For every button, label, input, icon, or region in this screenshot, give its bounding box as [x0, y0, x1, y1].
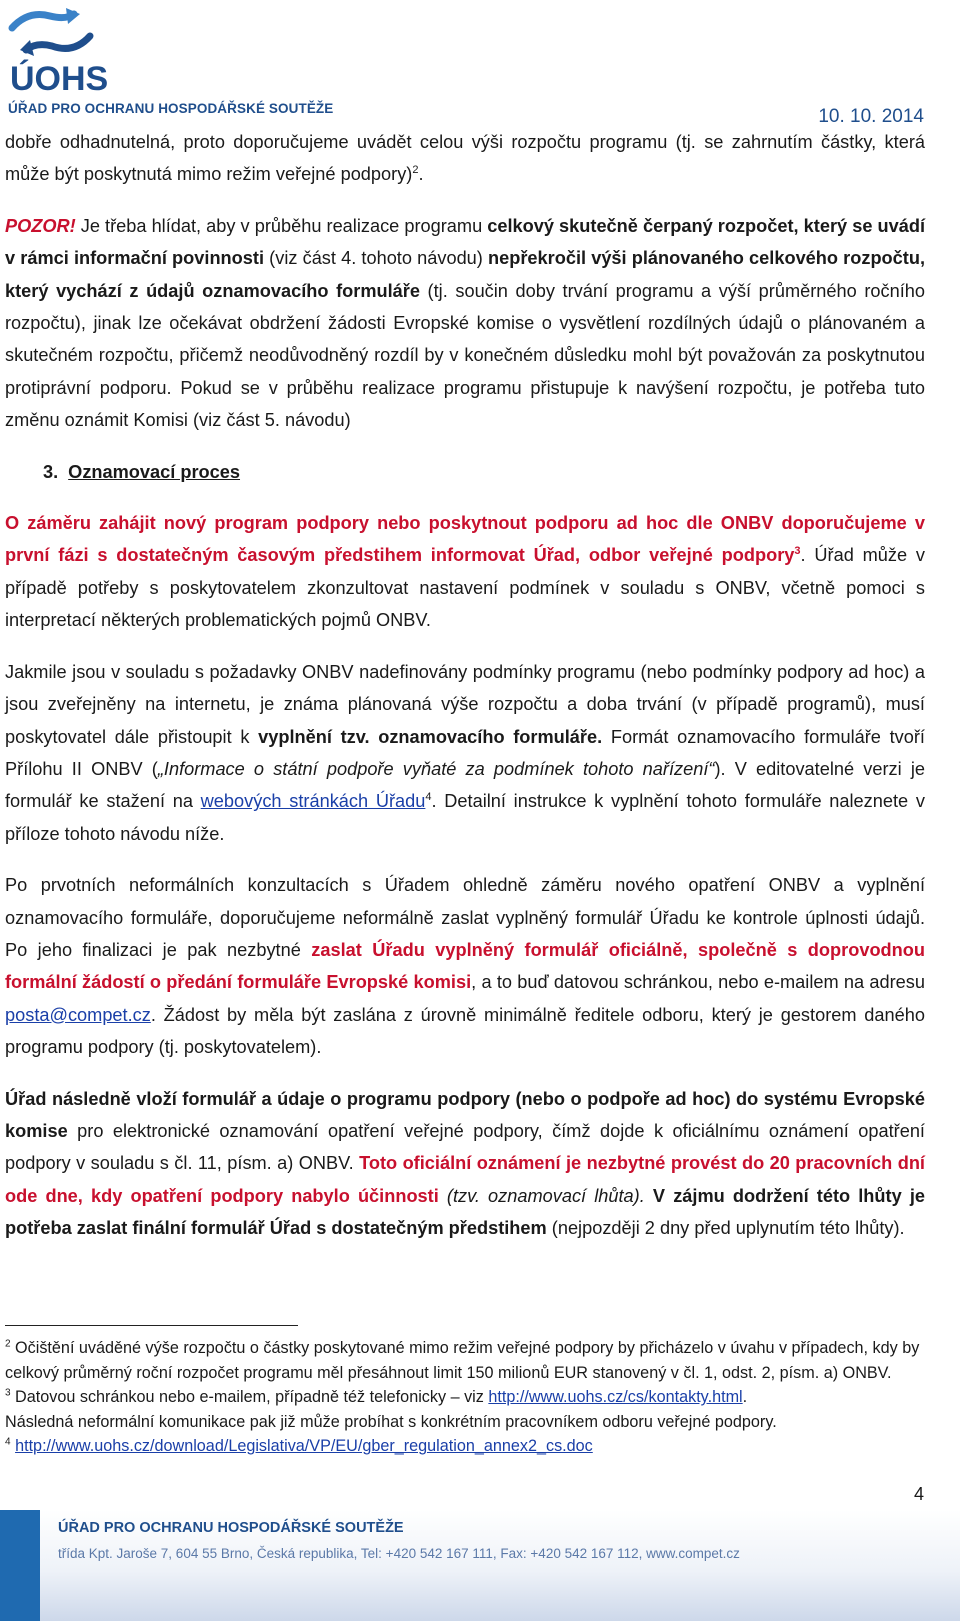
footnote-2: [5, 1336, 920, 1385]
footnote-4: [5, 1434, 920, 1459]
text: Formát oznamovacího formuláře tvoří Přílohu II ONBV (: [5, 726, 925, 779]
text: . Žádost by měla být zaslána z úrovně minimálně ředitele odboru, který je gestorem daného programu podpory (tj. poskytovatelem).: [5, 1004, 925, 1058]
footnote-ref-2[interactable]: 2: [412, 164, 419, 177]
email-link[interactable]: posta@compet.cz: [5, 1004, 151, 1025]
footnote-number: 4: [5, 1436, 11, 1448]
contacts-link[interactable]: http://www.uohs.cz/cs/kontakty.html: [488, 1388, 743, 1407]
text-bold: vyplnění tzv. oznamovacího formuláře.: [258, 726, 603, 747]
footer-address: třída Kpt. Jaroše 7, 604 55 Brno, Česká republika, Tel: +420 542 167 111, Fax: +420 542 167 112, www.compet.cz: [58, 1546, 740, 1561]
text-red-bold: Toto oficiální oznámení je nezbytné provést do 20 pracovních dní ode dne, kdy opatření podpory nabylo účinnosti: [5, 1153, 925, 1206]
paragraph-notification: [5, 1083, 925, 1245]
text-bold: V zájmu dodržení této lhůty je potřeba zaslat finální formulář Úřad s dostatečným předstihem: [5, 1185, 925, 1239]
footer-org-name: ÚŘAD PRO OCHRANU HOSPODÁŘSKÉ SOUTĚŽE: [58, 1520, 404, 1536]
text: Jakmile jsou v souladu s požadavky ONBV nadefinovány podmínky programu (nebo podmínky podpory ad hoc) a jsou zveřejněny na internetu, je známa plánovaná výše rozpočtu a doba trvání (v případě programů), musí poskytovatel dále přistoupit k: [5, 661, 925, 747]
footnote-ref-3[interactable]: 3: [794, 545, 801, 558]
footnote-text: Očištění uváděné výše rozpočtu o částky poskytované mimo režim veřejné podpory by přicházelo v úvahu v případech, kdy by celkový průměrný roční rozpočet programu měl přesáhnout limit 150 milionů EUR stanovený v čl. 1, odst. 2, písm. a) ONBV.: [5, 1339, 920, 1382]
annex-download-link[interactable]: http://www.uohs.cz/download/Legislativa/VP/EU/gber_regulation_annex2_cs.doc: [15, 1437, 593, 1456]
text: . Úřad může v případě potřeby s poskytovatelem zkonzultovat nastavení podmínek v souladu s ONBV, včetně pomoci s interpretací některých problematických pojmů ONBV.: [5, 545, 925, 631]
text: , a to buď datovou schránkou, nebo e-mailem na adresu: [471, 972, 925, 993]
text: (nejpozději 2 dny před uplynutím této lhůty).: [546, 1218, 905, 1239]
text: . Detailní instrukce k vyplnění tohoto formuláře naleznete v příloze tohoto návodu níže.: [5, 791, 925, 844]
text: dobře odhadnutelná, proto doporučujeme uvádět celou výši rozpočtu programu (tj. se zahrnutím částky, která může být poskytnutá mimo režim veřejné podpory): [5, 132, 925, 185]
text: Po prvotních neformálních konzultacích s Úřadem ohledně záměru nového opatření ONBV a vyplnění oznamovacího formuláře, doporučujeme neformálně zaslat vyplněný formulář Úřadu ke kontrole úplnosti údajů. Po jeho finalizaci je pak nezbytné: [5, 875, 925, 960]
uohs-logo: [8, 6, 348, 126]
footer-accent-bar: [0, 1510, 40, 1621]
text-red-bold: O záměru zahájit nový program podpory nebo poskytnout podporu ad hoc dle ONBV doporučujeme v první fázi s dostatečným časovým předstihem informovat Úřad, odbor veřejné podpory: [5, 513, 925, 566]
text-bold: nepřekročil výši plánovaného celkového rozpočtu, který vychází z údajů oznamovacího formuláře: [5, 248, 925, 301]
logo-text: ÚOHS: [10, 60, 109, 98]
text-italic: „Informace o státní podpoře vyňaté za podmínek tohoto nařízení“: [157, 758, 715, 779]
text-red-bold: zaslat Úřadu vyplněný formulář oficiálně, společně s doprovodnou formální žádostí o předání formuláře Evropské komisi: [5, 939, 925, 993]
footnote-text: Datovou schránkou nebo e-mailem, případně též telefonicky – viz: [10, 1388, 489, 1407]
document-date: 10. 10. 2014: [818, 106, 924, 127]
text: ). V editovatelné verzi je formulář ke stažení na: [5, 758, 925, 812]
footnotes: [5, 1336, 920, 1459]
footnote-ref-4[interactable]: 4: [425, 791, 432, 804]
paragraph-consult: [5, 507, 925, 637]
footnote-3: [5, 1385, 920, 1434]
footnote-text: .: [742, 1388, 748, 1407]
text-italic: (tzv. oznamovací lhůta).: [438, 1185, 645, 1206]
section-title: Oznamovací proces: [68, 461, 241, 482]
header-org-name: ÚŘAD PRO OCHRANU HOSPODÁŘSKÉ SOUTĚŽE: [8, 101, 334, 116]
text-bold: Úřad následně vloží formulář a údaje o programu podpory (nebo o podpoře ad hoc) do systému Evropské komise: [5, 1088, 925, 1141]
section-number: 3.: [43, 461, 59, 482]
paragraph-budget: [5, 126, 925, 191]
footnote-divider: [5, 1325, 298, 1326]
uohs-web-link[interactable]: webových stránkách Úřadu: [200, 791, 426, 812]
text: (viz část 4. tohoto návodu): [264, 248, 488, 269]
document-body: [5, 126, 925, 1245]
paragraph-submission: [5, 869, 925, 1063]
text: pro elektronické oznamování opatření veřejné podpory, čímž dojde k oficiálnímu oznámení opatření podpory v souladu s čl. 11, písm. a) ONBV.: [5, 1120, 925, 1174]
paragraph-form: [5, 656, 925, 850]
page-footer: [0, 1510, 960, 1621]
footnote-text: Následná neformální komunikace pak již může probíhat s konkrétním pracovníkem odboru veřejné podpory.: [5, 1412, 777, 1431]
section-heading: [43, 456, 925, 488]
text-bold: celkový skutečně čerpaný rozpočet, který se uvádí v rámci informační povinnosti: [5, 215, 925, 269]
warning-label: POZOR!: [5, 215, 76, 236]
text: (tj. součin doby trvání programu a výší průměrného ročního rozpočtu), jinak lze očekávat obdržení žádosti Evropské komise o vysvětlení rozdílných údajů o plánovaném a skutečném rozpočtu, přičemž neodůvodněný rozdíl by v konečném důsledku mohl být považován za poskytnutou protiprávní podporu. Pokud se v průběhu realizace programu přistupuje k navýšení rozpočtu, je potřeba tuto změnu oznámit Komisi (viz část 5. návodu): [5, 280, 926, 431]
footnote-number: 3: [5, 1387, 11, 1399]
page-number: 4: [913, 1484, 924, 1504]
paragraph-warning: [5, 210, 925, 437]
text: Je třeba hlídat, aby v průběhu realizace programu: [75, 215, 488, 236]
uohs-emblem-icon: [8, 6, 348, 101]
footnote-number: 2: [5, 1338, 11, 1350]
text: .: [418, 164, 424, 185]
